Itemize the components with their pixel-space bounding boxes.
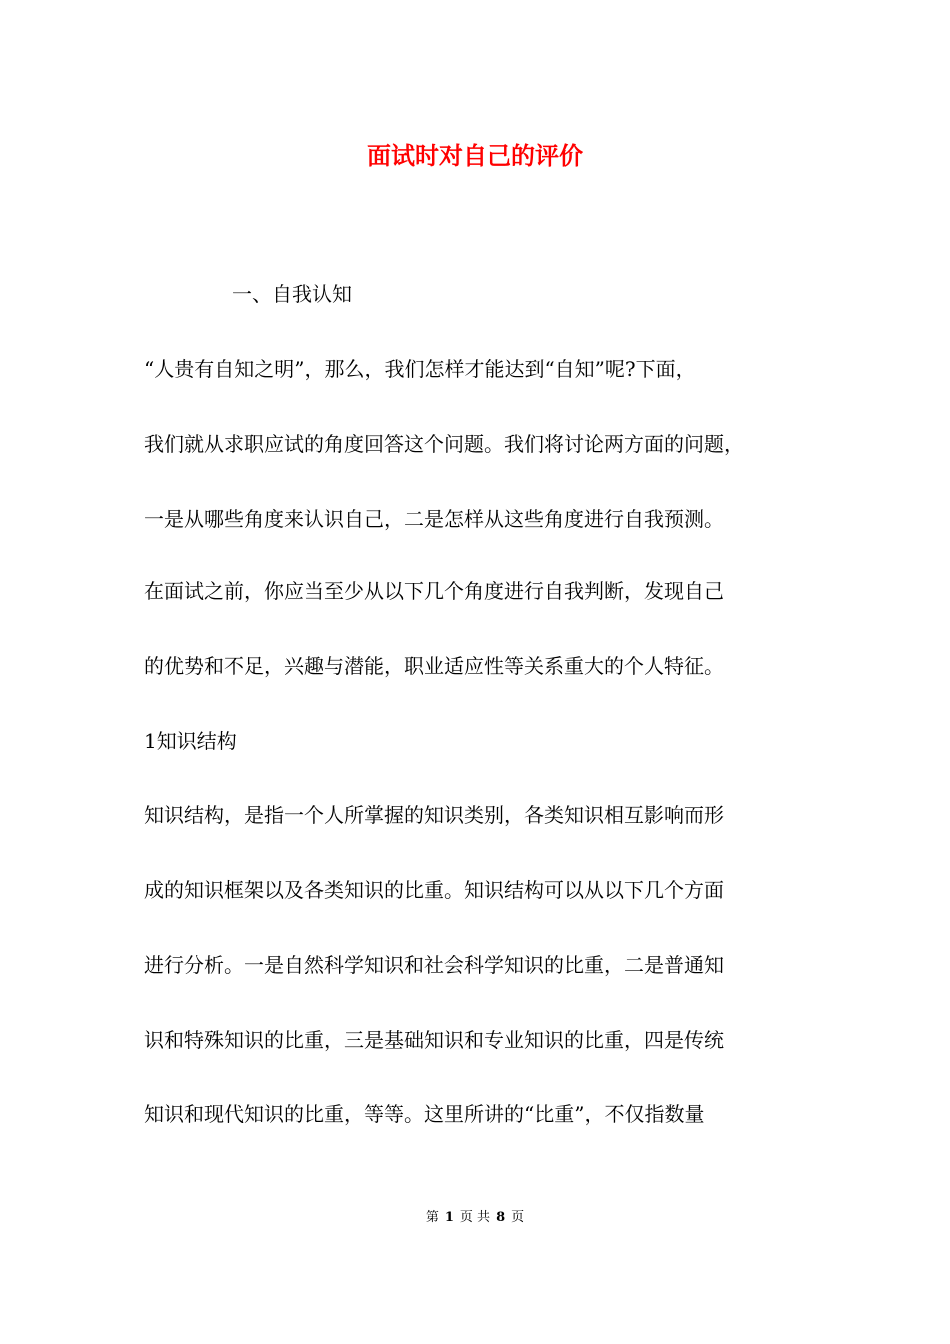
body-line: 识和特殊知识的比重，三是基础知识和专业知识的比重，四是传统: [144, 1028, 724, 1052]
footer-suffix: 页: [511, 1210, 525, 1225]
page-footer: [0, 1208, 950, 1228]
subsection-heading: 1知识结构: [144, 729, 237, 753]
total-pages-number: 8: [496, 1210, 506, 1225]
current-page-number: 1: [444, 1210, 454, 1225]
body-line: 一是从哪些角度来认识自己，二是怎样从这些角度进行自我预测。: [144, 507, 724, 531]
body-line: 进行分析。一是自然科学知识和社会科学知识的比重，二是普通知: [144, 953, 724, 977]
body-line: 的优势和不足，兴趣与潜能，职业适应性等关系重大的个人特征。: [144, 654, 724, 678]
body-line: 在面试之前，你应当至少从以下几个角度进行自我判断，发现自己: [144, 579, 724, 603]
section-heading: 一、自我认知: [232, 282, 352, 306]
body-line: 我们就从求职应试的角度回答这个问题。我们将讨论两方面的问题，: [144, 432, 744, 456]
body-line: 成的知识框架以及各类知识的比重。知识结构可以从以下几个方面: [144, 878, 724, 902]
body-line: 知识结构，是指一个人所掌握的知识类别，各类知识相互影响而形: [144, 803, 724, 827]
footer-middle: 页 共: [459, 1210, 491, 1225]
document-title: 面试时对自己的评价: [367, 141, 583, 170]
footer-prefix: 第: [425, 1210, 439, 1225]
body-line: 知识和现代知识的比重，等等。这里所讲的“比重”，不仅指数量: [144, 1102, 705, 1126]
body-line: “人贵有自知之明”，那么，我们怎样才能达到“自知”呢?下面，: [144, 357, 696, 381]
